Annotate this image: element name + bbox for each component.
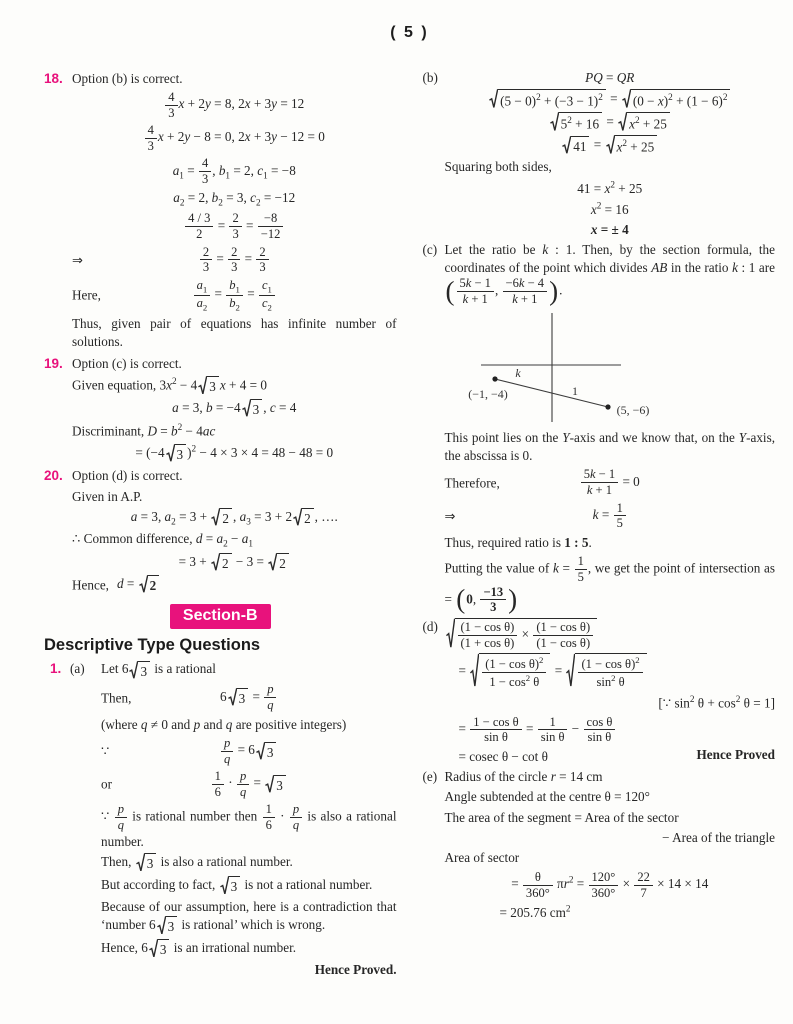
point-a-dot (492, 376, 497, 381)
radical: 3 (265, 775, 286, 794)
math-expression: $41 = x^2 + 25$ (577, 179, 643, 197)
paragraph: Hence Proved. (314, 962, 397, 977)
math-line (423, 89, 776, 110)
line-lead: Then, (101, 690, 132, 706)
radical-sign-icon (489, 89, 498, 110)
paragraph: Putting the value of k = $\frac{1}{5}$ , we get the point of intersection as = ( 0, $\frac{-13}{3}$ ) (444, 554, 776, 615)
radical-sign-icon (139, 575, 148, 594)
fraction: $\frac{-8}{-12}$ (258, 211, 284, 242)
math-line (44, 682, 397, 713)
line-lead: Here, (72, 287, 101, 303)
math-expression: $a_2 = 2$, $b_2 = 3$, $c_2 = -12$ (173, 190, 296, 208)
radical: 3 (256, 742, 277, 761)
point-b-label: (5, −6) (616, 403, 649, 417)
paragraph: Hence, 6 3 is an irrational number. (101, 939, 297, 957)
question-heading (44, 355, 397, 373)
math-line (44, 211, 397, 242)
radical-sign-icon (211, 508, 220, 527)
proved-label: Hence Proved (696, 746, 775, 762)
paragraph: − Area of the triangle (662, 829, 775, 845)
radical-sign-icon (157, 916, 166, 936)
math-line (423, 748, 776, 765)
radical: 2 (139, 575, 160, 594)
part-label: (a) (70, 661, 85, 677)
section-formula-figure (423, 311, 776, 425)
math-line (44, 123, 397, 154)
math-line (44, 90, 397, 121)
math-line (423, 903, 776, 922)
fraction: $\frac{1}{\text{sin θ}}$ (538, 715, 568, 746)
fraction: $\frac{2}{3}$ (256, 245, 268, 276)
paragraph: But according to fact, 3 is not a rational number. (101, 876, 373, 894)
math-expression: = 3 + 2 − 3 = 2 (179, 554, 290, 569)
math-expression: $x^2 = 16$ (590, 200, 629, 218)
paragraph: Given equation, $3x^2 - 4$ 3 x + 4 = 0 (72, 375, 267, 395)
radical-sign-icon (149, 939, 158, 959)
big-parens: ( $\frac{5k - 1}{k + 1}$ , $\frac{-6k - 4}{k + 1}$ ) (445, 276, 559, 307)
fraction: $\frac{(1 - \cos \theta)^2}{\sin^2 \theta}$ (578, 655, 642, 690)
big-parens: ( 0, $\frac{-13}{3}$ ) (456, 584, 518, 615)
section-heading: Descriptive Type Questions (44, 636, 261, 655)
radical: 2 (211, 508, 232, 527)
fraction: $\frac{4}{3}$ (145, 123, 157, 154)
math-expression: $\frac{2}{3}$ = $\frac{2}{3}$ = $\frac{2}{3}$ (199, 251, 270, 266)
fraction: $\frac{-6k - 4}{k + 1}$ (503, 276, 548, 307)
math-expression: 41 = $x^2 + 25$ (561, 137, 658, 152)
math-line (423, 653, 776, 690)
fraction: $\frac{5k - 1}{k + 1}$ (581, 467, 618, 498)
section-banner-row (44, 604, 397, 629)
paragraph: [∵ $\sin^2 \theta + \cos^2 \theta = 1$] (658, 693, 775, 711)
radical-sign-icon (136, 853, 145, 873)
line-lead: Hence, (72, 577, 109, 593)
fraction: $\frac{2}{3}$ (200, 245, 212, 276)
math-expression: $\frac{p}{q}$ = 6 3 (220, 742, 277, 757)
fraction: $\frac{\text{cos θ}}{\text{sin θ}}$ (584, 715, 616, 746)
radical-sign-icon (129, 661, 138, 680)
radical: 3 (198, 376, 219, 396)
math-expression: $5^2 + 16$ = $x^2 + 25$ (549, 114, 671, 129)
paragraph: This point lies on the Y-axis and we know that, on the Y-axis, the abscissa is 0. (444, 430, 776, 463)
math-line (423, 112, 776, 133)
radical: 2 (211, 553, 232, 572)
fraction: $\frac{p}{q}$ (237, 769, 249, 800)
left-column (44, 66, 397, 981)
radical: 3 (242, 399, 263, 418)
fraction: $\frac{\text{(1 − cos θ)}}{\text{(1 + cos θ)}}$ (458, 620, 518, 651)
paragraph: Thus, given pair of equations has infinite number of solutions. (72, 315, 397, 349)
fraction: $\frac{p}{q}$ (290, 802, 302, 833)
part-content: Radius of the circle r = 14 cm (444, 768, 603, 784)
math-line (423, 135, 776, 156)
paragraph: ∴ Common difference, $d = a_2 - a_1$ (72, 531, 253, 549)
part-row (423, 241, 776, 307)
math-line (44, 736, 397, 767)
math-expression: = $\frac{\theta}{360^\circ}$ $\pi r^2$ = $\frac{120^\circ}{360^\circ}$ × $\frac{22}{7}$ × 14 × 14 (511, 869, 709, 900)
radical (566, 653, 646, 690)
question-text: Option (d) is correct. (72, 468, 183, 484)
question-text: Option (b) is correct. (72, 71, 183, 86)
radical-sign-icon (446, 618, 455, 651)
radical-sign-icon (211, 553, 220, 572)
paragraph: The area of the segment = Area of the sector (444, 809, 679, 825)
radical-sign-icon (470, 653, 479, 690)
radical: 41 (562, 136, 589, 155)
radical-sign-icon (198, 376, 207, 396)
fraction: $\frac{\theta}{360^\circ}$ (523, 870, 553, 901)
math-expression: = (−4 3 )$^2$ − 4 × 3 × 4 = 48 − 48 = 0 (135, 443, 334, 463)
fraction: $\frac{\text{(1 − cos θ)}}{\text{(1 − cos θ)}}$ (533, 620, 593, 651)
fraction: $\frac{4}{3}$ (199, 156, 211, 187)
part-content: Let the ratio be k : 1. Then, by the section formula, the coordinates of the point which divides AB in the ratio k : 1 are ( $\frac{5k - 1}{k + 1}$ , $\frac{-6k - 4}{k + 1}$ ) . (444, 242, 775, 307)
radical: $x^2 + 25$ (606, 135, 658, 156)
right-column (423, 66, 776, 981)
math-line (44, 553, 397, 573)
paragraph: Squaring both sides, (444, 159, 552, 175)
math-line (44, 399, 397, 419)
radical: $5^2 + 16$ (550, 112, 602, 133)
math-line (423, 870, 776, 901)
math-expression: $\frac{4}{3}$ x + 2y − 8 = 0, 2x + 3y − 12 = 0 (144, 129, 325, 144)
math-expression: d = 2 (117, 576, 160, 591)
radical: 2 (293, 508, 314, 527)
fraction: $\frac{a_1}{a_2}$ (194, 278, 211, 313)
math-line (44, 443, 397, 464)
radical: 3 (228, 688, 249, 707)
radical: $(5 - 0)^2 + (-3 - 1)^2$ (489, 89, 606, 110)
radical-sign-icon (166, 444, 175, 463)
math-line (44, 769, 397, 800)
math-expression: $\frac{5k - 1}{k + 1}$ = 0 (580, 474, 640, 489)
radical (470, 653, 550, 690)
math-expression: $\frac{a_1}{a_2}$ = $\frac{b_1}{b_2}$ = $\frac{c_1}{c_2}$ (193, 286, 276, 301)
question-number: 19. (44, 355, 63, 371)
fraction: $\frac{b_1}{b_2}$ (226, 278, 243, 313)
part-row (423, 768, 776, 786)
fraction: $\frac{2}{3}$ (228, 245, 240, 276)
radical-sign-icon (566, 653, 575, 690)
math-line (423, 467, 776, 498)
question-number: 20. (44, 468, 63, 484)
math-expression: $(5 - 0)^2 + (-3 - 1)^2$ = $(0 - x)^2 + (1 - 6)^2$ (488, 91, 731, 106)
math-line (44, 156, 397, 187)
fraction: $\frac{2}{3}$ (229, 211, 241, 242)
line-lead: or (101, 776, 112, 792)
math-expression: $\frac{1}{6}$ · $\frac{p}{q}$ = 3 (211, 775, 287, 790)
math-line (423, 200, 776, 219)
sub-question-heading (44, 660, 397, 680)
radical-sign-icon (265, 775, 274, 794)
radical: 3 (220, 876, 241, 896)
fraction: $\frac{22}{7}$ (634, 870, 653, 901)
page-number: ( 5 ) (390, 24, 429, 41)
fraction: $\frac{p}{q}$ (221, 736, 233, 767)
math-line (44, 508, 397, 528)
paragraph: (where q ≠ 0 and p and q are positive integers) (101, 716, 347, 732)
point-b-dot (605, 404, 610, 409)
radical-sign-icon (562, 136, 571, 155)
part-label: (c) (422, 242, 438, 258)
radical-sign-icon (268, 553, 277, 572)
part-row (423, 69, 776, 87)
math-line (423, 715, 776, 746)
paragraph: Angle subtended at the centre θ = 120° (444, 789, 650, 805)
ratio-k-label: k (514, 366, 521, 380)
line-lead: ∵ (101, 743, 110, 759)
line-lead: ⇒ (72, 252, 84, 268)
radical: 3 (136, 853, 157, 873)
math-expression: = 205.76 $cm^2$ (499, 903, 571, 921)
part-label: (b) (422, 70, 438, 85)
line-lead: ⇒ (444, 508, 456, 524)
radical: $(0 - x)^2 + (1 - 6)^2$ (622, 89, 731, 110)
paragraph: Then, 3 is also a rational number. (101, 854, 293, 872)
math-expression: = $\frac{(1 - \cos \theta)^2}{1 - \cos^2 \theta}$ = $\frac{(1 - \cos \theta)^2}{\sin^2 \theta}$ (459, 663, 648, 678)
radical-sign-icon (256, 742, 265, 761)
part-content: PQ = QR (585, 70, 635, 85)
part-label: (e) (422, 768, 438, 784)
ratio-one-label: 1 (571, 384, 578, 398)
radical-sign-icon (622, 89, 631, 110)
math-expression: a = 3, b = −4 3 , c = 4 (172, 399, 297, 418)
radical-sign-icon (293, 508, 302, 527)
fraction: $\frac{4}{3}$ (165, 90, 177, 121)
fraction: $\frac{c_1}{c_2}$ (259, 278, 275, 313)
math-line (44, 278, 397, 313)
radical: $x^2 + 25$ (618, 112, 670, 133)
radical: 3 (166, 444, 187, 463)
section-banner: Section-B (170, 604, 271, 629)
math-line (423, 179, 776, 198)
question-heading (44, 70, 397, 88)
line-lead: Therefore, (444, 475, 500, 491)
radical-sign-icon (606, 135, 615, 156)
paragraph: Given in A.P. (72, 488, 143, 504)
fraction: $\frac{1}{5}$ (575, 554, 587, 585)
radical: 3 (149, 939, 170, 959)
math-expression: = $\frac{\text{1 − cos θ}}{\text{sin θ}}$ = $\frac{1}{\text{sin θ}}$ − $\frac{\text{cos θ}}{\text{sin θ}}$ (459, 721, 617, 736)
math-expression: $\frac{4 / 3}{2}$ = $\frac{2}{3}$ = $\frac{-8}{-12}$ (184, 218, 284, 233)
math-expression: k = $\frac{1}{5}$ (593, 507, 627, 522)
paragraph: ∵ $\frac{p}{q}$ is rational number then $\frac{1}{6}$ · $\frac{p}{q}$ is also a rational number. (101, 802, 397, 849)
two-column-layout (44, 66, 775, 981)
question-text: Let 6 3 is a rational (101, 661, 216, 679)
radical: 2 (268, 553, 289, 572)
fraction: $\frac{(1 - \cos \theta)^2}{1 - \cos^2 \theta}$ (482, 655, 546, 690)
question-number: 18. (44, 71, 63, 86)
math-line (423, 501, 776, 532)
fraction: $\frac{-13}{3}$ (480, 585, 506, 616)
radical-sign-icon (220, 876, 229, 896)
part-content (445, 618, 776, 651)
paragraph: Because of our assumption, here is a contradiction that ‘number 6 3 is rational’ which is wrong. (101, 899, 397, 935)
math-expression: a = 3, $a_2 = 3$ + 2 , $a_3 = 3 + 2$ 2 , …. (130, 508, 338, 527)
fraction: $\frac{120^\circ}{360^\circ}$ (589, 870, 619, 901)
math-line (423, 221, 776, 238)
question-text: Option (c) is correct. (72, 355, 182, 371)
math-expression: $\frac{4}{3}$ x + 2y = 8, 2x + 3y = 12 (164, 96, 304, 111)
fraction: $\frac{\text{1 − cos θ}}{\text{sin θ}}$ (470, 715, 521, 746)
paragraph: Thus, required ratio is 1 : 5. (444, 534, 592, 550)
fraction: $\frac{1}{6}$ (263, 802, 275, 833)
fraction: $\frac{4 / 3}{2}$ (185, 211, 213, 242)
radical-sign-icon (228, 688, 237, 707)
math-expression: $a_1$ = $\frac{4}{3}$ , $b_1 = 2$, $c_1 = -8$ (172, 156, 296, 187)
radical: 3 (157, 916, 178, 936)
math-line (44, 189, 397, 209)
paragraph: Discriminant, $D = b^2 - 4ac$ (72, 421, 216, 439)
math-expression: x = ± 4 (590, 221, 629, 237)
point-a-label: (−1, −4) (467, 387, 508, 401)
math-expression: 6 3 = $\frac{p}{q}$ (220, 689, 277, 704)
math-line (44, 575, 397, 595)
part-label: (d) (422, 619, 438, 635)
math-line (44, 245, 397, 276)
math-expression: = cosec θ − cot θ (458, 748, 548, 764)
paragraph: Area of sector (444, 850, 520, 866)
question-number: 1. (50, 661, 62, 677)
fraction: $\frac{p}{q}$ (115, 802, 127, 833)
fraction: $\frac{1}{5}$ (614, 501, 626, 532)
radical-sign-icon (550, 112, 559, 133)
radical: 3 (129, 661, 150, 680)
fraction: $\frac{5k - 1}{k + 1}$ (457, 276, 494, 307)
fraction: $\frac{p}{q}$ (264, 682, 276, 713)
question-heading (44, 467, 397, 485)
radical-sign-icon (618, 112, 627, 133)
axes-figure (443, 311, 659, 425)
part-row (423, 618, 776, 651)
fraction: $\frac{1}{6}$ (212, 769, 224, 800)
radical: $\frac{\text{(1 − cos θ)}}{\text{(1 + cos θ)}}$ × $\frac{\text{(1 − cos θ)}}{\text{(1 − cos θ)}}$ (446, 618, 598, 651)
radical-sign-icon (242, 399, 251, 418)
